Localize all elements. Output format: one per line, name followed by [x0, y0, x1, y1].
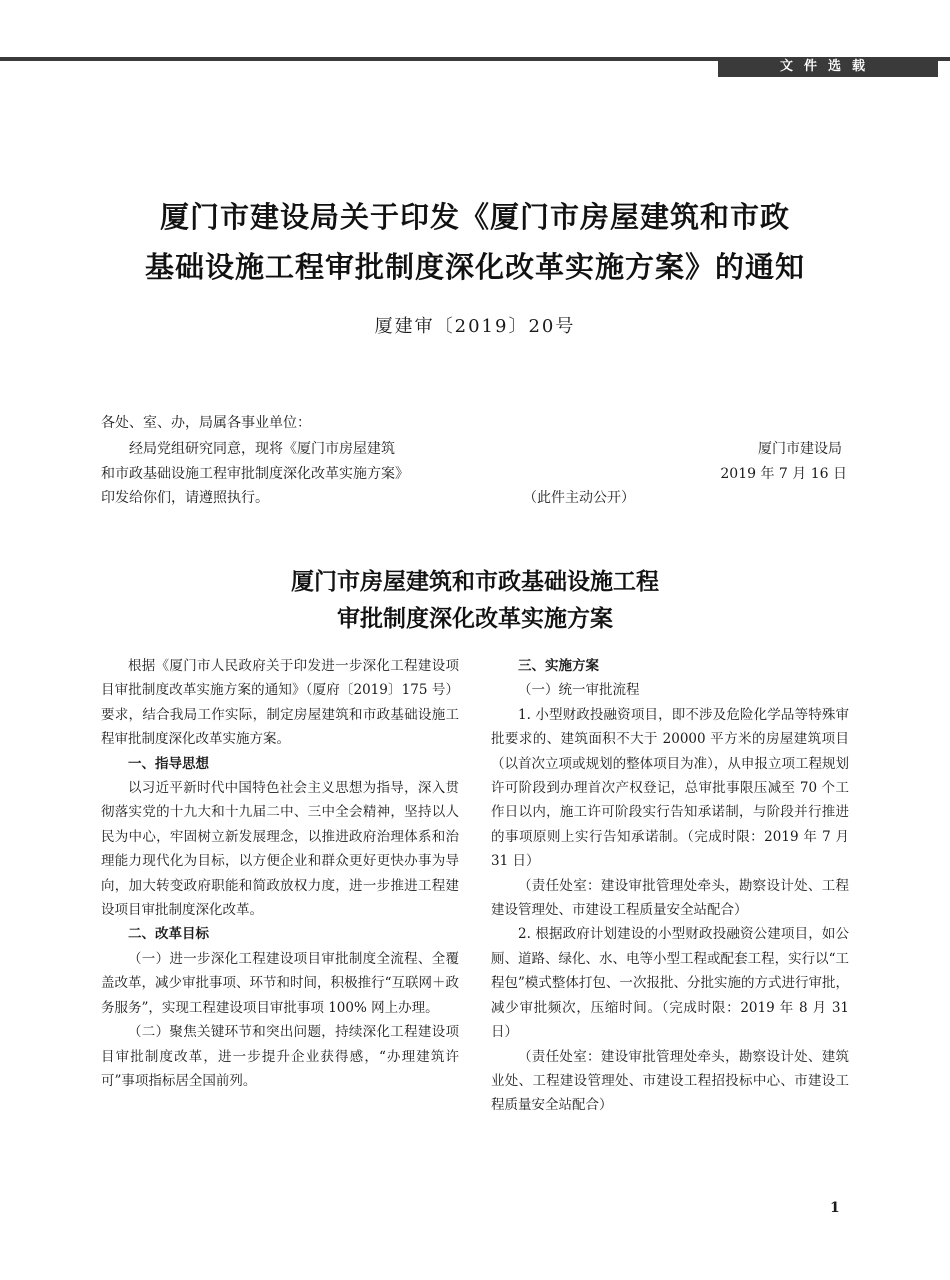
paragraph: （责任处室：建设审批管理处牵头，勘察设计处、工程建设管理处、市建设工程质量安全站配合） — [491, 877, 849, 919]
paragraph: （二）聚焦关键环节和突出问题，持续深化工程建设项目审批制度改革，进一步提升企业获得感，“办理建筑许可”事项指标居全国前列。 — [101, 1024, 459, 1089]
paragraph: 1. 小型财政投融资项目，即不涉及危险化学品等特殊审批要求的、建筑面积不大于 20000 平方米的房屋建筑项目（以首次立项或规划的整体项目为准），从申报立项工程规划许可阶段到办理首次产权登记，总审批事限压减至 70 个工作日以内，施工许可阶段实行告知承诺制，与阶段并行推进的事项原则上实行告知承诺制。（完成时限：2019 年 7 月 31 日） — [491, 706, 849, 870]
notice-title-line2: 基础设施工程审批制度深化改革实施方案》的通知 — [144, 250, 805, 284]
paragraph: 2. 根据政府计划建设的小型财政投融资公建项目，如公厕、道路、绿化、水、电等小型工程或配套工程，实行以“工程包”模式整体打包、一次报批、分批实施的方式进行审批，减少审批频次，压缩时间。（完成时限：2019 年 8 月 31 日） — [491, 926, 849, 1041]
addressee: 各处、室、办，局属各事业单位： — [101, 415, 311, 431]
plan-title-line2: 审批制度深化改革实施方案 — [337, 606, 613, 632]
issuer: 厦门市建设局 — [758, 441, 842, 457]
paragraph: （责任处室：建设审批管理处牵头，勘察设计处、建筑业处、工程建设管理处、市建设工程招投标中心、市建设工程质量安全站配合） — [491, 1048, 849, 1114]
left-column — [101, 654, 459, 1093]
right-column — [491, 654, 849, 1118]
paragraph: 根据《厦门市人民政府关于印发进一步深化工程建设项目审批制度改革实施方案的通知》（厦府〔2019〕175 号）要求，结合我局工作实际，制定房屋建筑和市政基础设施工程审批制度深化改革实施方案。 — [101, 658, 459, 748]
section-heading: 二、改革目标 — [128, 926, 209, 943]
notice-body-line3: 印发给你们，请遵照执行。 — [101, 490, 269, 506]
section-heading: 一、指导思想 — [128, 755, 209, 772]
notice-body-line2: 和市政基础设施工程审批制度深化改革实施方案》 — [101, 466, 409, 482]
document-number: 厦建审〔2019〕20号 — [374, 316, 576, 337]
section-heading: 三、实施方案 — [518, 658, 599, 674]
paragraph: （一）进一步深化工程建设项目审批制度全流程、全覆盖改革，减少审批事项、环节和时间，积极推行“互联网＋政务服务”，实现工程建设项目审批事项 100% 网上办理。 — [101, 950, 459, 1016]
page-number: 1 — [830, 1200, 840, 1216]
issue-date: 2019 年 7 月 16 日 — [720, 466, 847, 482]
subsection-heading: （一）统一审批流程 — [518, 682, 640, 699]
notice-body-line1: 经局党组研究同意，现将《厦门市房屋建筑 — [129, 441, 395, 457]
disclosure-note: （此件主动公开） — [523, 490, 635, 506]
section-label: 文件选载 — [718, 57, 938, 77]
paragraph: 以习近平新时代中国特色社会主义思想为指导，深入贯彻落实党的十九大和十九届二中、三中全会精神，坚持以人民为中心，牢固树立新发展理念，以推进政府治理体系和治理能力现代化为目标，以方便企业和群众更好更快办事为导向，加大转变政府职能和简政放权力度，进一步推进工程建设项目审批制度深化改革。 — [101, 780, 459, 919]
notice-title-line1: 厦门市建设局关于印发《厦门市房屋建筑和市政 — [159, 200, 790, 234]
plan-title-line1: 厦门市房屋建筑和市政基础设施工程 — [291, 569, 659, 595]
